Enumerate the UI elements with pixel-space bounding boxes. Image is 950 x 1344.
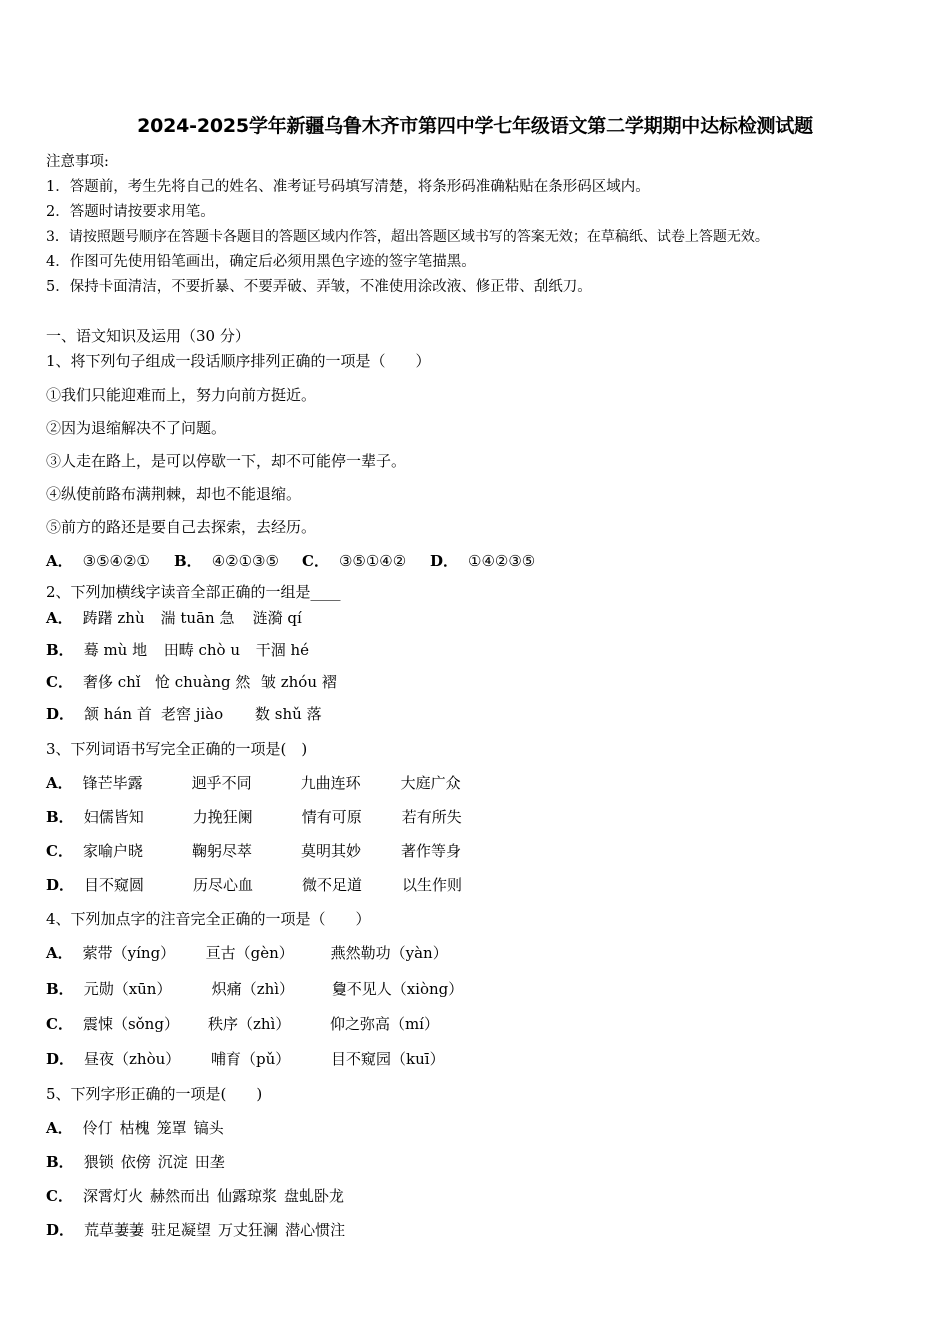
option-part: 沉淀	[157, 1153, 188, 1171]
option-label: C．	[46, 1015, 73, 1033]
option-label: B．	[46, 808, 74, 826]
option-text: ③⑤④②①	[82, 552, 150, 570]
option-text: ④②①③⑤	[211, 552, 279, 570]
answer-option	[46, 773, 461, 793]
answer-option	[46, 841, 461, 861]
question-stem: 4、下列加点字的注音完全正确的一项是（ ）	[46, 910, 371, 928]
option-label: D．	[46, 1221, 75, 1239]
option-label: A．	[46, 609, 73, 627]
option-label: A．	[46, 944, 73, 962]
answer-options	[46, 551, 558, 571]
option-part: 炽痛（zhì）	[211, 980, 295, 998]
option-part: 若有所失	[401, 808, 462, 826]
option-part: 田畴 chò u	[163, 641, 240, 659]
option-part: 万丈狂澜	[218, 1221, 279, 1239]
option-part: 力挽狂阑	[192, 808, 253, 826]
option-part: 伶仃	[82, 1119, 113, 1137]
option-part: 情有可原	[301, 808, 362, 826]
option-label: D．	[46, 876, 75, 894]
answer-option	[46, 1049, 445, 1069]
option-part: 元勋（xūn）	[83, 980, 172, 998]
sentence: ②因为退缩解决不了问题。	[46, 419, 227, 437]
section-heading: 一、语文知识及运用（30 分）	[46, 327, 250, 345]
option-part: 蓦 mù 地	[83, 641, 148, 659]
option-part: 目不窥园（kuī）	[331, 1050, 445, 1068]
option-part: 微不足道	[302, 876, 363, 894]
answer-option	[46, 640, 309, 660]
option-part: 哺育（pǔ）	[211, 1050, 291, 1068]
question-stem: 1、将下列句子组成一段话顺序排列正确的一项是（ ）	[46, 352, 431, 370]
option-part: 湍 tuān 急	[160, 609, 235, 627]
option-part: 燕然勒功（yàn）	[330, 944, 448, 962]
option-label: A．	[46, 774, 73, 792]
option-part: 荒草萋萋	[84, 1221, 145, 1239]
answer-option	[46, 608, 302, 628]
option-part: 笼罩	[156, 1119, 187, 1137]
option-part: 以生作则	[402, 876, 463, 894]
option-part: 数 shǔ 落	[255, 705, 322, 723]
option-text: ③⑤①④②	[338, 552, 407, 570]
option-part: 枯槐	[119, 1119, 150, 1137]
option-part: 盘虬卧龙	[284, 1187, 345, 1205]
option-part: 著作等身	[400, 842, 461, 860]
option-part: 震悚（sǒng）	[82, 1015, 179, 1033]
option-label: D．	[46, 1050, 75, 1068]
notice-heading: 注意事项:	[46, 154, 109, 170]
option-part: 深霄灯火	[82, 1187, 143, 1205]
sentence: ①我们只能迎难而上，努力向前方挺近。	[46, 386, 317, 404]
option-label: A．	[46, 552, 73, 570]
question-stem: 2、下列加横线字读音全部正确的一组是____	[46, 583, 341, 601]
notice-item: 4．作图可先使用铅笔画出，确定后必须用黑色字迹的签字笔描黑。	[46, 254, 476, 270]
answer-option	[46, 1186, 344, 1206]
option-part: 锋芒毕露	[82, 774, 143, 792]
option-part: 仰之弥高（mí）	[329, 1015, 439, 1033]
option-label: C．	[46, 842, 73, 860]
answer-option	[46, 943, 448, 963]
option-part: 干涸 hé	[255, 641, 309, 659]
option-label: C．	[46, 673, 73, 691]
option-part: 依傍	[120, 1153, 151, 1171]
option-part: 妇儒皆知	[83, 808, 144, 826]
sentence: ⑤前方的路还是要自己去探索，去经历。	[46, 518, 317, 536]
option-label: B．	[174, 552, 202, 570]
option-part: 镐头	[193, 1119, 224, 1137]
option-label: C．	[46, 1187, 73, 1205]
option-part: 田垄	[194, 1153, 225, 1171]
option-label: A．	[46, 1119, 73, 1137]
option-part: 皱 zhóu 褶	[260, 673, 337, 691]
option-part: 家喻户晓	[82, 842, 143, 860]
option-part: 颔 hán 首	[84, 705, 152, 723]
option-part: 萦带（yíng）	[82, 944, 176, 962]
sentence: ④纵使前路布满荆棘，却也不能退缩。	[46, 485, 302, 503]
answer-option	[46, 875, 462, 895]
option-text: ①④②③⑤	[468, 552, 536, 570]
option-part: 潜心惯注	[285, 1221, 346, 1239]
answer-option	[46, 672, 337, 692]
option-part: 奢侈 chǐ	[82, 673, 141, 691]
option-part: 老窖 jiào	[161, 705, 224, 723]
page-title: 2024-2025学年新疆乌鲁木齐市第四中学七年级语文第二学期期中达标检测试题	[137, 115, 813, 137]
option-part: 莫明其妙	[300, 842, 361, 860]
option-part: 目不窥圆	[84, 876, 145, 894]
question-stem: 5、下列字形正确的一项是( )	[46, 1085, 263, 1103]
option-label: B．	[46, 641, 74, 659]
option-label: D．	[430, 552, 459, 570]
option-part: 历尽心血	[193, 876, 254, 894]
sentence: ③人走在路上，是可以停歇一下，却不可能停一辈子。	[46, 452, 407, 470]
option-label: C．	[302, 552, 329, 570]
answer-option	[46, 979, 463, 999]
option-part: 涟漪 qí	[252, 609, 302, 627]
answer-option	[46, 1118, 224, 1138]
option-label: D．	[46, 705, 75, 723]
option-label: B．	[46, 1153, 74, 1171]
option-part: 九曲连环	[300, 774, 361, 792]
answer-option	[46, 1014, 439, 1034]
option-part: 昼夜（zhòu）	[84, 1050, 181, 1068]
answer-option	[46, 1152, 225, 1172]
option-part: 踌躇 zhù	[82, 609, 145, 627]
option-label: B．	[46, 980, 74, 998]
option-part: 驻足凝望	[151, 1221, 212, 1239]
option-part: 怆 chuàng 然	[154, 673, 251, 691]
option-part: 大庭广众	[400, 774, 461, 792]
option-part: 仙露琼浆	[216, 1187, 277, 1205]
notice-item: 2．答题时请按要求用笔。	[46, 204, 215, 220]
notice-item: 1．答题前，考生先将自己的姓名、准考证号码填写清楚，将条形码准确粘贴在条形码区域内。	[46, 179, 650, 195]
answer-option	[46, 704, 322, 724]
notice-item: 3．请按照题号顺序在答题卡各题目的答题区域内作答，超出答题区域书写的答案无效；在草稿纸、试卷上答题无效。	[46, 229, 769, 245]
option-part: 秩序（zhì）	[207, 1015, 291, 1033]
option-part: 猥锁	[83, 1153, 114, 1171]
option-part: 亘古（gèn）	[205, 944, 294, 962]
option-part: 鞠躬尽萃	[191, 842, 252, 860]
notice-item: 5．保持卡面清洁，不要折暴、不要弄破、弄皱，不准使用涂改液、修正带、刮纸刀。	[46, 279, 592, 295]
answer-option	[46, 1220, 345, 1240]
option-part: 迥乎不同	[191, 774, 252, 792]
option-part: 敻不见人（xiòng）	[331, 980, 464, 998]
question-stem: 3、下列词语书写完全正确的一项是( )	[46, 740, 308, 758]
option-part: 赫然而出	[149, 1187, 210, 1205]
answer-option	[46, 807, 462, 827]
